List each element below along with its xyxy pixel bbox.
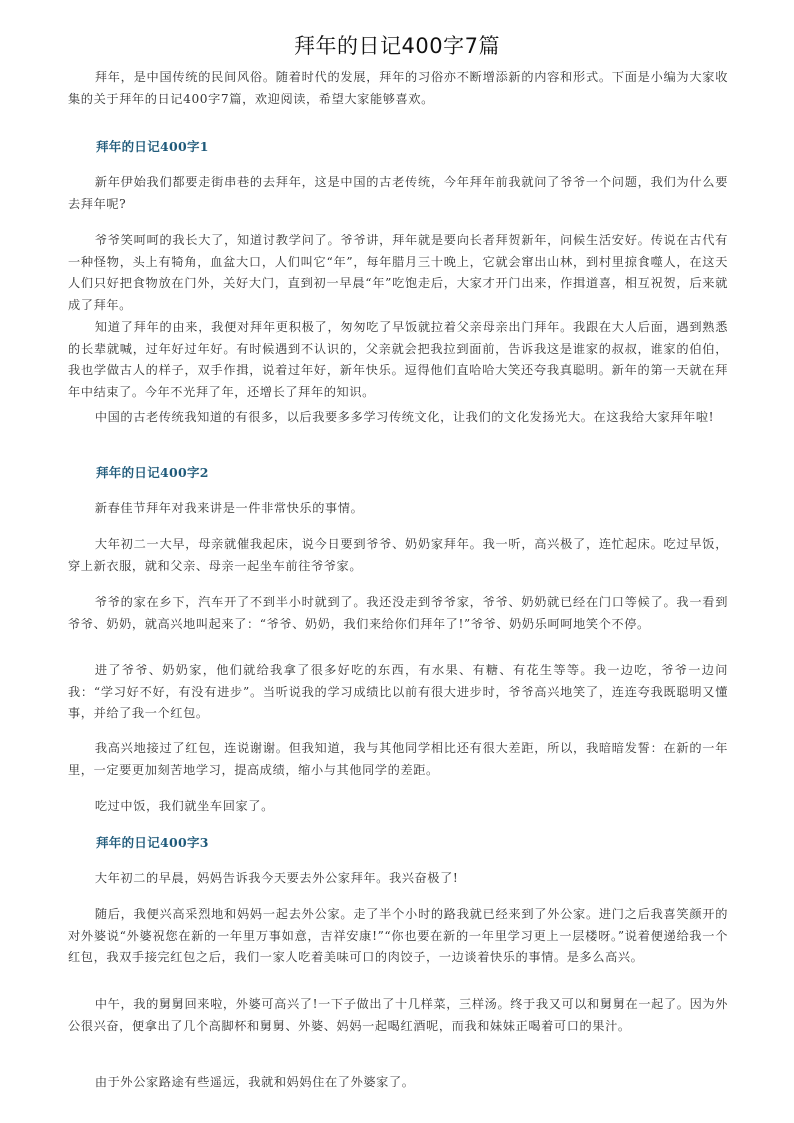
section-1-p3: 知道了拜年的由来，我便对拜年更积极了，匆匆吃了早饭就拉着父亲母亲出门拜年。我跟在大人后面，遇到熟悉的长辈就喊，过年好过年好。有时候遇到不认识的，父亲就会把我拉到面前，告诉我这是谁家的叔叔，谁家的伯伯，我也学做古人的样子，双手作揖，说着过年好，新年快乐。逗得他们直哈哈大笑还夸我真聪明。新年的第一天就在拜年中结束了。今年不光拜了年，还增长了拜年的知识。 <box>68 320 728 399</box>
intro-paragraph: 拜年，是中国传统的民间风俗。随着时代的发展，拜年的习俗亦不断增添新的内容和形式。下面是小编为大家收集的关于拜年的日记400字7篇，欢迎阅读，希望大家能够喜欢。 <box>68 70 728 106</box>
section-1-p4: 中国的古老传统我知道的有很多，以后我要多多学习传统文化，让我们的文化发扬光大。在这我给大家拜年啦! <box>94 410 715 424</box>
section-2-p3: 爷爷的家在乡下，汽车开了不到半小时就到了。我还没走到爷爷家，爷爷、奶奶就已经在门口等候了。我一看到爷爷、奶奶，就高兴地叫起来了：“爷爷、奶奶，我们来给你们拜年了!”爷爷、奶奶乐呵呵地笑个不停。 <box>68 595 728 631</box>
section-2-p1: 新春佳节拜年对我来讲是一件非常快乐的事情。 <box>94 501 364 515</box>
section-2-p2: 大年初二一大早，母亲就催我起床，说今日要到爷爷、奶奶家拜年。我一听，高兴极了，连忙起床。吃过早饭，穿上新衣服，就和父亲、母亲一起坐车前往爷爷家。 <box>68 537 728 573</box>
section-3-p4: 由于外公家路途有些遥远，我就和妈妈住在了外婆家了。 <box>94 1075 415 1089</box>
section-heading-1: 拜年的日记400字1 <box>96 139 209 154</box>
section-2-p6: 吃过中饭，我们就坐车回家了。 <box>94 799 274 813</box>
section-1-p2: 爷爷笑呵呵的我长大了，知道讨教学问了。爷爷讲，拜年就是要向长者拜贺新年，问候生活安好。传说在古代有一种怪物，头上有犄角，血盆大口，人们叫它“年”，每年腊月三十晚上，它就会窜出山林，到村里掠食噬人，在这天人们只好把食物放在门外，关好大门，直到初一早晨“年”吃饱走后，大家才开门出来，作揖道喜，相互祝贺，后来就成了拜年。 <box>68 233 728 312</box>
section-3-p3: 中午，我的舅舅回来啦，外婆可高兴了!一下子做出了十几样菜，三样汤。终于我又可以和舅舅在一起了。因为外公很兴奋，便拿出了几个高脚杯和舅舅、外婆、妈妈一起喝红酒呢，而我和妹妹正喝着可口的果汁。 <box>68 997 728 1033</box>
section-heading-2: 拜年的日记400字2 <box>96 465 209 480</box>
section-3-p1: 大年初二的早晨，妈妈告诉我今天要去外公家拜年。我兴奋极了! <box>94 871 459 885</box>
section-2-p5: 我高兴地接过了红包，连说谢谢。但我知道，我与其他同学相比还有很大差距，所以，我暗暗发誓：在新的一年里，一定要更加刻苦地学习，提高成绩，缩小与其他同学的差距。 <box>68 741 728 777</box>
page-title: 拜年的日记400字7篇 <box>294 34 500 58</box>
section-heading-3: 拜年的日记400字3 <box>96 835 209 850</box>
section-2-p4: 进了爷爷、奶奶家，他们就给我拿了很多好吃的东西，有水果、有糖、有花生等等。我一边吃，爷爷一边问我：“学习好不好，有没有进步”。当听说我的学习成绩比以前有很大进步时，爷爷高兴地笑了，连连夸我既聪明又懂事，并给了我一个红包。 <box>68 663 728 720</box>
section-3-p2: 随后，我便兴高采烈地和妈妈一起去外公家。走了半个小时的路我就已经来到了外公家。进门之后我喜笑颜开的对外婆说“外婆祝您在新的一年里万事如意，吉祥安康!”“你也要在新的一年里学习更上一层楼呀。”说着便递给我一个红包，我双手接完红包之后，我们一家人吃着美味可口的肉饺子，一边谈着快乐的事情。是多么高兴。 <box>68 907 728 964</box>
section-1-p1: 新年伊始我们都要走街串巷的去拜年，这是中国的古老传统，今年拜年前我就问了爷爷一个问题，我们为什么要去拜年呢? <box>68 175 728 211</box>
